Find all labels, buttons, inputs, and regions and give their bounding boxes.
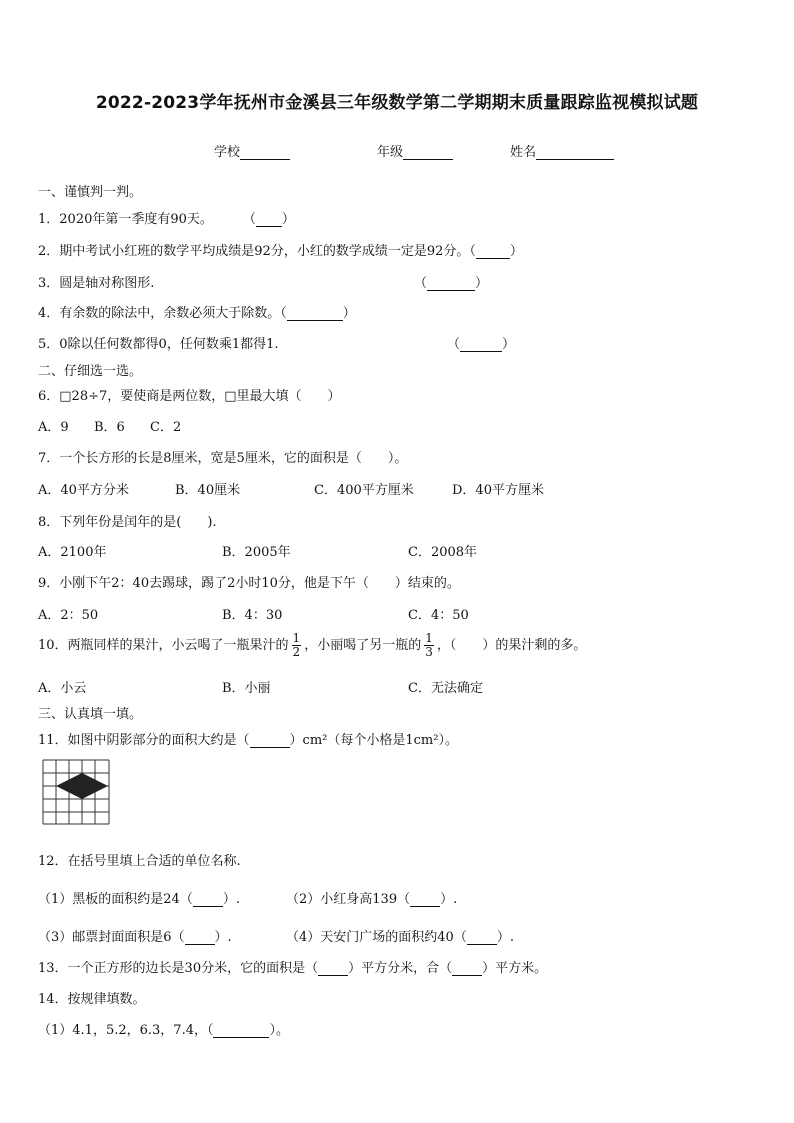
- q8-option-c[interactable]: C．2008年: [408, 545, 478, 560]
- q7-option-a[interactable]: A．40平方分米: [38, 483, 129, 498]
- question-12-2: （2）小红身高139（ ）.: [286, 892, 458, 907]
- answer-blank[interactable]: [460, 338, 502, 352]
- school-blank[interactable]: [240, 145, 290, 160]
- question-12-3: （3）邮票封面面积是6（ ）.: [38, 930, 232, 945]
- page-title: 2022-2023学年抚州市金溪县三年级数学第二学期期末质量跟踪监视模拟试题: [95, 93, 699, 113]
- q9-option-b[interactable]: B．4：30: [222, 608, 283, 623]
- q7-option-b[interactable]: B．40厘米: [175, 483, 241, 498]
- answer-blank[interactable]: [250, 734, 290, 748]
- q10-option-c[interactable]: C．无法确定: [408, 681, 483, 696]
- q8-option-a[interactable]: A．2100年: [38, 545, 107, 560]
- q10-option-b[interactable]: B．小丽: [222, 681, 271, 696]
- answer-blank[interactable]: [467, 931, 497, 945]
- answer-blank[interactable]: [427, 277, 475, 291]
- question-1: 1．2020年第一季度有90天。 （ ）: [38, 212, 295, 227]
- q7-option-d[interactable]: D．40平方厘米: [452, 483, 544, 498]
- question-12-1: （1）黑板的面积约是24（ ）.: [38, 892, 240, 907]
- shaded-grid-figure: [42, 759, 110, 825]
- question-14: 14．按规律填数。: [38, 992, 146, 1007]
- name-label: 姓名: [510, 145, 537, 160]
- answer-blank[interactable]: [213, 1024, 269, 1038]
- answer-blank[interactable]: [193, 893, 223, 907]
- answer-blank[interactable]: [410, 893, 440, 907]
- question-4: 4．有余数的除法中，余数必须大于除数。（ ）: [38, 306, 356, 321]
- question-5-answer: （ ）: [447, 337, 516, 352]
- grade-field: [377, 141, 453, 160]
- section-2-heading: 二、仔细选一选。: [38, 364, 143, 379]
- question-12: 12．在括号里填上合适的单位名称.: [38, 854, 241, 869]
- question-8: 8．下列年份是闰年的是( ).: [38, 515, 217, 530]
- q8-option-b[interactable]: B．2005年: [222, 545, 291, 560]
- question-5: 5．0除以任何数都得0，任何数乘1都得1.: [38, 337, 279, 352]
- name-blank[interactable]: [536, 145, 614, 160]
- question-6: 6．□28÷7，要使商是两位数，□里最大填（ ）: [38, 389, 341, 404]
- question-7: 7．一个长方形的长是8厘米，宽是5厘米，它的面积是（ ）。: [38, 451, 408, 466]
- answer-blank[interactable]: [318, 962, 348, 976]
- question-11: 11．如图中阴影部分的面积大约是（ ）cm²（每个小格是1cm²）。: [38, 733, 458, 748]
- q9-option-c[interactable]: C．4：50: [408, 608, 469, 623]
- answer-blank[interactable]: [476, 245, 510, 259]
- answer-blank[interactable]: [256, 213, 282, 227]
- q7-option-c[interactable]: C．400平方厘米: [314, 483, 414, 498]
- q6-option-a[interactable]: A．9: [38, 420, 69, 435]
- answer-blank[interactable]: [287, 307, 343, 321]
- fraction-one-third: $\frac{1}{3}$: [425, 631, 433, 659]
- q6-option-c[interactable]: C．2: [150, 420, 182, 435]
- question-13: 13．一个正方形的边长是30分米，它的面积是（ ）平方分米，合（ ）平方米。: [38, 961, 548, 976]
- q6-option-b[interactable]: B．6: [94, 420, 125, 435]
- answer-blank[interactable]: [452, 962, 482, 976]
- name-field: [510, 141, 614, 160]
- school-field: [214, 141, 290, 160]
- q9-option-a[interactable]: A．2：50: [38, 608, 99, 623]
- grade-label: 年级: [377, 145, 404, 160]
- question-3-answer: （ ）: [414, 276, 489, 291]
- shaded-diamond: [56, 773, 108, 799]
- question-3: 3．圆是轴对称图形.: [38, 276, 155, 291]
- school-label: 学校: [214, 145, 241, 160]
- answer-blank[interactable]: [185, 931, 215, 945]
- question-14-1: （1）4.1，5.2，6.3，7.4，（ ）。: [38, 1023, 289, 1038]
- question-10: 10．两瓶同样的果汁，小云喝了一瓶果汁的 $\frac{1}{2}$ ，小丽喝了另一瓶的 $\frac{1}{3}$ ，（ ）的果汁剩的多。: [38, 631, 587, 659]
- grade-blank[interactable]: [403, 145, 453, 160]
- fraction-one-half: $\frac{1}{2}$: [292, 631, 301, 659]
- section-3-heading: 三、认真填一填。: [38, 707, 143, 722]
- q10-option-a[interactable]: A．小云: [38, 681, 87, 696]
- question-2: 2．期中考试小红班的数学平均成绩是92分，小红的数学成绩一定是92分。（ ）: [38, 244, 523, 259]
- question-12-4: （4）天安门广场的面积约40（ ）.: [286, 930, 514, 945]
- section-1-heading: 一、谨慎判一判。: [38, 185, 143, 200]
- question-9: 9．小刚下午2：40去踢球，踢了2小时10分，他是下午（ ）结束的。: [38, 576, 460, 591]
